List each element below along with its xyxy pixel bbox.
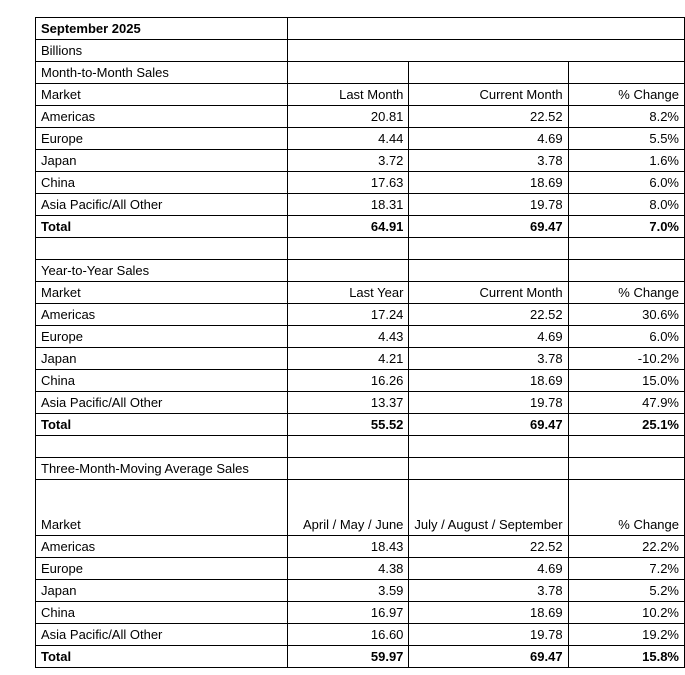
market-cell: Asia Pacific/All Other <box>36 194 288 216</box>
col-header-current-month: Current Month <box>409 282 568 304</box>
total-value-cell: 55.52 <box>287 414 409 436</box>
empty-cell <box>568 260 684 282</box>
col-header-pct-change: % Change <box>568 282 684 304</box>
total-value-cell: 64.91 <box>287 216 409 238</box>
empty-cell <box>287 436 409 458</box>
section-title: Year-to-Year Sales <box>36 260 288 282</box>
pct-cell: 15.0% <box>568 370 684 392</box>
value-cell: 18.43 <box>287 536 409 558</box>
value-cell: 3.59 <box>287 580 409 602</box>
value-cell: 19.78 <box>409 392 568 414</box>
data-row <box>36 128 685 150</box>
data-row <box>36 536 685 558</box>
empty-cell <box>36 238 288 260</box>
pct-cell: 10.2% <box>568 602 684 624</box>
market-cell: Japan <box>36 348 288 370</box>
value-cell: 3.78 <box>409 580 568 602</box>
pct-cell: 1.6% <box>568 150 684 172</box>
value-cell: 3.78 <box>409 348 568 370</box>
data-row <box>36 580 685 602</box>
empty-cell <box>409 458 568 480</box>
total-pct-cell: 15.8% <box>568 646 684 668</box>
value-cell: 13.37 <box>287 392 409 414</box>
section-header-row <box>36 282 685 304</box>
market-cell: China <box>36 602 288 624</box>
market-cell: Americas <box>36 536 288 558</box>
report-title-row <box>36 18 685 40</box>
empty-cell <box>36 436 288 458</box>
total-row <box>36 414 685 436</box>
data-row <box>36 370 685 392</box>
col-header-last-year: Last Year <box>287 282 409 304</box>
value-cell: 19.78 <box>409 624 568 646</box>
value-cell: 3.72 <box>287 150 409 172</box>
empty-cell <box>287 260 409 282</box>
market-cell: Europe <box>36 128 288 150</box>
value-cell: 18.31 <box>287 194 409 216</box>
market-cell: China <box>36 172 288 194</box>
pct-cell: 8.0% <box>568 194 684 216</box>
data-row <box>36 392 685 414</box>
pct-cell: 30.6% <box>568 304 684 326</box>
value-cell: 20.81 <box>287 106 409 128</box>
pct-cell: 5.5% <box>568 128 684 150</box>
value-cell: 19.78 <box>409 194 568 216</box>
data-row <box>36 624 685 646</box>
value-cell: 4.21 <box>287 348 409 370</box>
empty-cell <box>409 62 568 84</box>
sales-report-table <box>35 17 685 668</box>
col-header-pct-change: % Change <box>568 480 684 536</box>
value-cell: 18.69 <box>409 370 568 392</box>
total-label: Total <box>36 414 288 436</box>
data-row <box>36 194 685 216</box>
units-row <box>36 40 685 62</box>
market-cell: Asia Pacific/All Other <box>36 392 288 414</box>
section-title: Three-Month-Moving Average Sales <box>36 458 288 480</box>
value-cell: 4.69 <box>409 558 568 580</box>
empty-cell <box>568 458 684 480</box>
value-cell: 4.43 <box>287 326 409 348</box>
col-header-pct-change: % Change <box>568 84 684 106</box>
value-cell: 22.52 <box>409 106 568 128</box>
data-row <box>36 326 685 348</box>
market-cell: Japan <box>36 150 288 172</box>
col-header-market: Market <box>36 282 288 304</box>
total-row <box>36 216 685 238</box>
empty-cell <box>568 436 684 458</box>
section-title: Month-to-Month Sales <box>36 62 288 84</box>
value-cell: 16.97 <box>287 602 409 624</box>
empty-cell <box>568 238 684 260</box>
col-header-last-month: Last Month <box>287 84 409 106</box>
pct-cell: 8.2% <box>568 106 684 128</box>
col-header-apr-may-jun: April / May / June <box>287 480 409 536</box>
total-pct-cell: 7.0% <box>568 216 684 238</box>
col-header-jul-aug-sep: July / August / September <box>409 480 568 536</box>
total-row <box>36 646 685 668</box>
value-cell: 22.52 <box>409 536 568 558</box>
col-header-market: Market <box>36 84 288 106</box>
market-cell: Americas <box>36 106 288 128</box>
value-cell: 22.52 <box>409 304 568 326</box>
pct-cell: 5.2% <box>568 580 684 602</box>
empty-cell <box>409 260 568 282</box>
market-cell: Americas <box>36 304 288 326</box>
empty-cell <box>568 62 684 84</box>
value-cell: 16.26 <box>287 370 409 392</box>
data-row <box>36 106 685 128</box>
total-pct-cell: 25.1% <box>568 414 684 436</box>
spacer-row <box>36 238 685 260</box>
value-cell: 4.44 <box>287 128 409 150</box>
value-cell: 4.69 <box>409 326 568 348</box>
data-row <box>36 304 685 326</box>
col-header-current-month: Current Month <box>409 84 568 106</box>
empty-cell <box>409 436 568 458</box>
data-row <box>36 348 685 370</box>
units-label: Billions <box>36 40 288 62</box>
value-cell: 4.69 <box>409 128 568 150</box>
market-cell: Asia Pacific/All Other <box>36 624 288 646</box>
empty-cell <box>287 238 409 260</box>
value-cell: 18.69 <box>409 602 568 624</box>
data-row <box>36 172 685 194</box>
pct-cell: 6.0% <box>568 172 684 194</box>
market-cell: Europe <box>36 326 288 348</box>
pct-cell: 22.2% <box>568 536 684 558</box>
pct-cell: -10.2% <box>568 348 684 370</box>
empty-cell <box>287 458 409 480</box>
pct-cell: 19.2% <box>568 624 684 646</box>
total-label: Total <box>36 646 288 668</box>
market-cell: Japan <box>36 580 288 602</box>
empty-cell <box>287 18 684 40</box>
market-cell: China <box>36 370 288 392</box>
pct-cell: 6.0% <box>568 326 684 348</box>
empty-cell <box>409 238 568 260</box>
section-header-row <box>36 480 685 536</box>
pct-cell: 47.9% <box>568 392 684 414</box>
data-row <box>36 150 685 172</box>
section-header-row <box>36 84 685 106</box>
market-cell: Europe <box>36 558 288 580</box>
value-cell: 18.69 <box>409 172 568 194</box>
total-label: Total <box>36 216 288 238</box>
spacer-row <box>36 436 685 458</box>
report-title: September 2025 <box>36 18 288 40</box>
section-title-row <box>36 260 685 282</box>
col-header-market: Market <box>36 480 288 536</box>
value-cell: 17.63 <box>287 172 409 194</box>
value-cell: 17.24 <box>287 304 409 326</box>
empty-cell <box>287 62 409 84</box>
data-row <box>36 602 685 624</box>
pct-cell: 7.2% <box>568 558 684 580</box>
empty-cell <box>287 40 684 62</box>
total-value-cell: 59.97 <box>287 646 409 668</box>
value-cell: 4.38 <box>287 558 409 580</box>
section-title-row <box>36 62 685 84</box>
data-row <box>36 558 685 580</box>
section-title-row <box>36 458 685 480</box>
value-cell: 16.60 <box>287 624 409 646</box>
total-value-cell: 69.47 <box>409 646 568 668</box>
total-value-cell: 69.47 <box>409 216 568 238</box>
total-value-cell: 69.47 <box>409 414 568 436</box>
value-cell: 3.78 <box>409 150 568 172</box>
